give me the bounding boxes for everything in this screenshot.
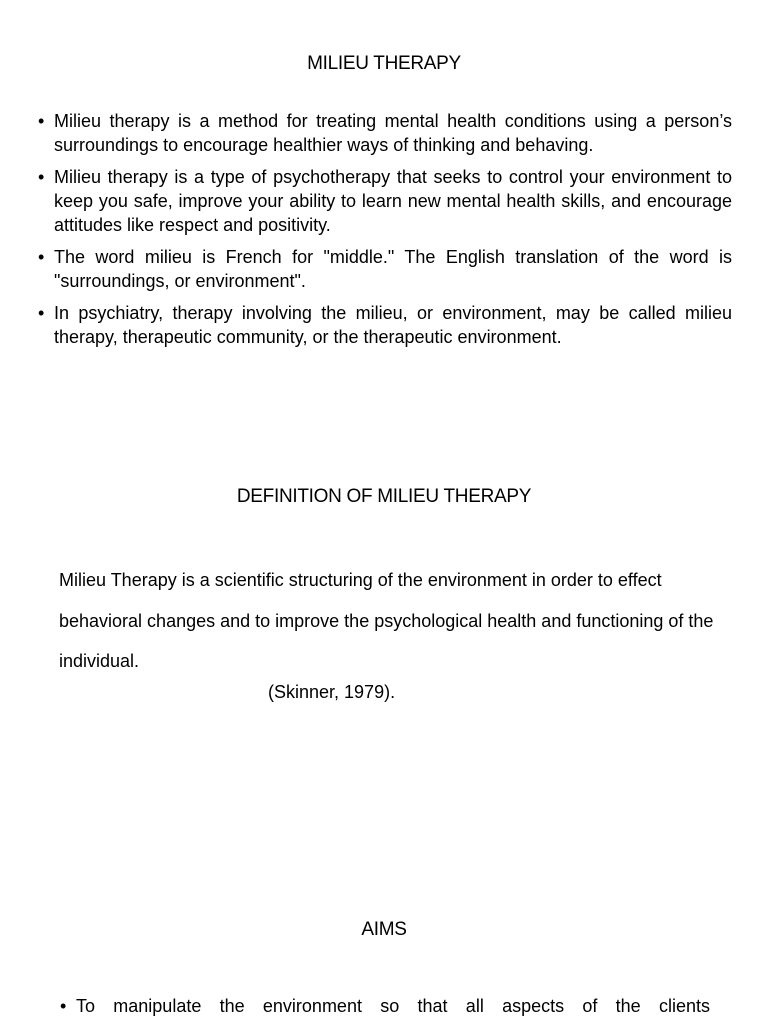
list-item bbox=[38, 301, 732, 349]
list-item-text: In psychiatry, therapy involving the milieu, or environment, may be called milieu therapy, therapeutic community, or the therapeutic environment. bbox=[54, 303, 732, 347]
bullet-icon: • bbox=[60, 996, 67, 1016]
list-item-text: To manipulate the environment so that all aspects of the clients bbox=[76, 996, 710, 1016]
definition-heading: DEFINITION OF MILIEU THERAPY bbox=[236, 486, 532, 507]
intro-bullet-list bbox=[38, 109, 732, 357]
list-item-text: Milieu therapy is a type of psychotherapy that seeks to control your environment to keep you safe, improve your ability to learn new mental health skills, and encourage attitudes like respect and positivity. bbox=[54, 167, 732, 235]
list-item bbox=[38, 109, 732, 157]
bullet-icon: • bbox=[38, 303, 45, 323]
list-item bbox=[38, 245, 732, 293]
list-item bbox=[38, 165, 732, 237]
aims-heading: AIMS bbox=[361, 919, 407, 940]
list-item-text: The word milieu is French for "middle." The English translation of the word is "surroundings, or environment". bbox=[54, 247, 732, 291]
bullet-icon: • bbox=[38, 167, 45, 187]
list-item bbox=[60, 994, 710, 1018]
aims-bullet-list bbox=[60, 994, 710, 1024]
page-title: MILIEU THERAPY bbox=[307, 53, 461, 74]
bullet-icon: • bbox=[38, 111, 45, 131]
definition-text: Milieu Therapy is a scientific structuring of the environment in order to effect behavioral changes and to improve the psychological health and functioning of the individual. bbox=[59, 570, 714, 671]
list-item-text: Milieu therapy is a method for treating mental health conditions using a person’s surroundings to encourage healthier ways of thinking and behaving. bbox=[54, 111, 732, 155]
bullet-icon: • bbox=[38, 247, 45, 267]
definition-citation: (Skinner, 1979). bbox=[268, 682, 396, 702]
